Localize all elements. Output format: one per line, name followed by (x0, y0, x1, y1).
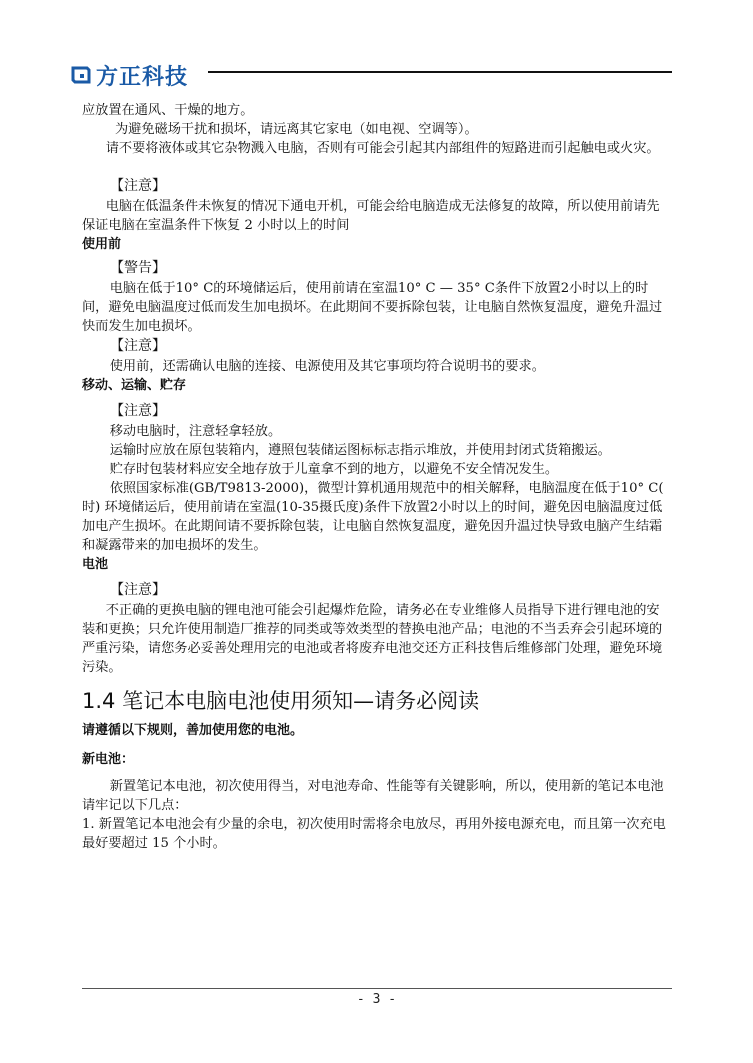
paragraph: 新置笔记本电池，初次使用得当，对电池寿命、性能等有关键影响，所以，使用新的笔记本电池请牢记以下几点： (82, 779, 664, 813)
section-title: 电池 (82, 557, 109, 572)
footer-divider (82, 988, 672, 989)
notice-label: 【注意】 (110, 178, 166, 194)
paragraph: 电脑在低温条件未恢复的情况下通电开机，可能会给电脑造成无法修复的故障，所以使用前请先保证电脑在室温条件下恢复 2 小时以上的时间 (82, 199, 660, 233)
paragraph: 为避免磁场干扰和损坏，请远离其它家电（如电视、空调等）。 (115, 122, 478, 137)
founder-logo-icon (70, 64, 92, 86)
paragraph: 1. 新置笔记本电池会有少量的余电，初次使用时需将余电放尽，再用外接电源充电，而且第一次充电最好要超过 15 个小时。 (82, 817, 666, 851)
paragraph: 依照国家标准(GB/T9813-2000)，微型计算机通用规范中的相关解释，电脑温度在低于10° C( 时) 环境储运后，使用前请在室温(10-35摄氏度)条件下放置2小时以上的时间，避免因电脑温度过低加电产生损坏。在此期间请不要拆除包装，让电脑自然恢复温度，避免因升温过快导致电脑产生结霜和凝露带来的加电损坏的发生。 (82, 481, 664, 553)
section-heading: 1.4 笔记本电脑电池使用须知—请务必阅读 (82, 689, 480, 713)
page-header (70, 60, 672, 88)
paragraph: 运输时应放在原包装箱内，遵照包装储运图标标志指示堆放，并使用封闭式货箱搬运。 (109, 443, 611, 458)
warning-label: 【警告】 (110, 260, 166, 276)
paragraph: 请不要将液体或其它杂物溅入电脑，否则有可能会引起其内部组件的短路进而引起触电或火灾。 (105, 141, 660, 156)
bold-paragraph: 新电池： (82, 752, 135, 767)
notice-label: 【注意】 (110, 338, 166, 354)
paragraph: 不正确的更换电脑的锂电池可能会引起爆炸危险，请务必在专业维修人员指导下进行锂电池的安装和更换；只允许使用制造厂推荐的同类或等效类型的替换电池产品；电池的不当丢弃会引起环境的严重污染，请您务必妥善处理用完的电池或者将废弃电池交还方正科技售后维修部门处理，避免环境污染。 (82, 603, 663, 675)
paragraph: 电脑在低于10° C的环境储运后，使用前请在室温10° C — 35° C条件下放置2小时以上的时间，避免电脑温度过低而发生加电损坏。在此期间不要拆除包装，让电脑自然恢复温度，避免升温过快而发生加电损坏。 (82, 281, 663, 334)
section-title: 使用前 (82, 237, 122, 252)
page-number: - 3 - (356, 992, 397, 1007)
document-body (82, 101, 672, 853)
paragraph: 贮存时包装材料应安全地存放于儿童拿不到的地方，以避免不安全情况发生。 (109, 462, 559, 477)
notice-label: 【注意】 (110, 582, 166, 598)
paragraph: 使用前，还需确认电脑的连接、电源使用及其它事项均符合说明书的要求。 (109, 359, 545, 374)
section-title: 移动、运输、贮存 (82, 378, 187, 393)
bold-paragraph: 请遵循以下规则，善加使用您的电池。 (82, 723, 304, 738)
company-logo-text: 方正科技 (96, 65, 189, 90)
header-divider (208, 71, 672, 73)
notice-label: 【注意】 (110, 403, 166, 419)
paragraph: 移动电脑时，注意轻拿轻放。 (109, 424, 282, 439)
paragraph: 应放置在通风、干燥的地方。 (82, 103, 254, 118)
